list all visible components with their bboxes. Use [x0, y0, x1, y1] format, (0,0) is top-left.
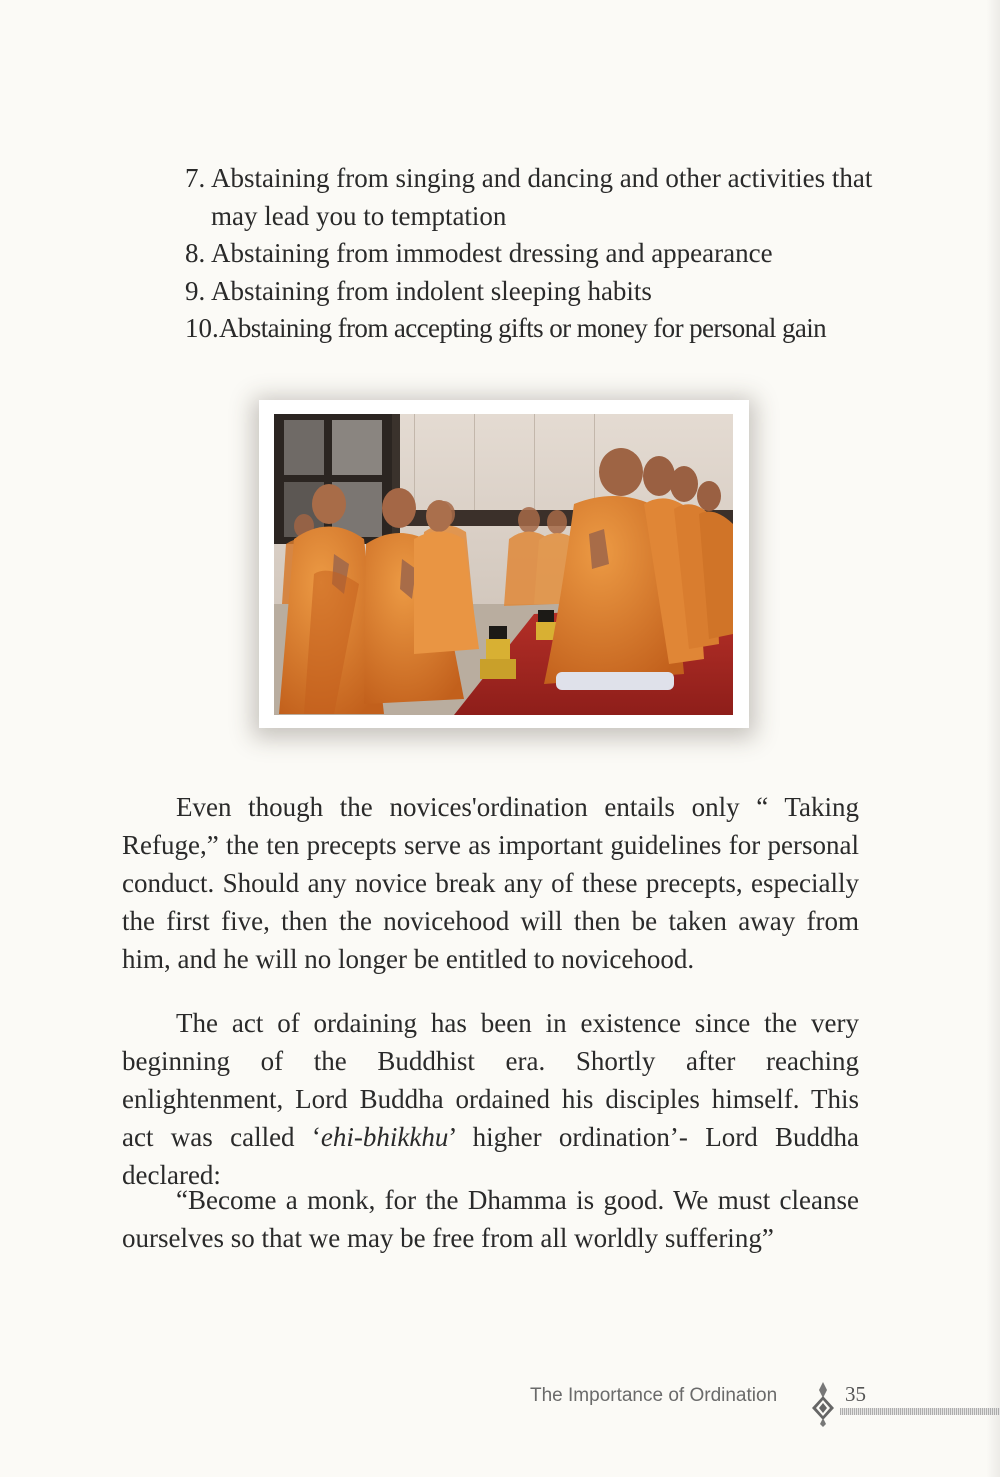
precept-item — [185, 160, 885, 235]
paragraph-taking-refuge — [122, 788, 859, 978]
diamond-ornament-icon — [810, 1380, 836, 1428]
precept-text: Abstaining from immodest dressing and appearance — [211, 238, 773, 268]
running-footer-title: The Importance of Ordination — [530, 1385, 778, 1406]
precept-item — [185, 235, 885, 273]
page-number: 35 — [845, 1382, 866, 1406]
ordination-photo — [259, 400, 749, 728]
paragraph-text-start: The act of ordaining has been in existence since the very beginning of the Buddhist era. Shortly after reaching enlightenment, Lord Buddha ordained his disciples himself. This act was called ‘ — [122, 1008, 859, 1152]
precept-number: 10. — [185, 313, 219, 343]
precept-number: 7. — [185, 163, 206, 193]
quote-text: “Become a monk, for the Dhamma is good. We must cleanse ourselves so that we may be free from all worldly suffering” — [122, 1185, 859, 1253]
paragraph-text-end: ’ higher ordination’- Lord Buddha declared: — [122, 1122, 860, 1190]
monks-photo-icon — [274, 414, 733, 715]
footer-rule — [840, 1408, 1000, 1415]
precept-number: 8. — [185, 238, 206, 268]
precept-list — [185, 160, 885, 348]
ehi-bhikkhu-term: ehi-bhikkhu — [320, 1122, 449, 1152]
precept-text: Abstaining from accepting gifts or money for personal gain — [219, 313, 827, 343]
paragraph-text: Even though the novices'ordination entails only “ Taking Refuge,” the ten precepts serve as important guidelines for personal conduct. Should any novice break any of these precepts, especially the first five, then the novicehood will then be taken away from him, and he will no longer be entitled to novicehood. — [122, 792, 859, 974]
paragraph-act-of-ordaining — [122, 1004, 859, 1194]
page-edge-shadow — [986, 0, 1000, 1477]
precept-item — [185, 273, 885, 311]
precept-number: 9. — [185, 275, 206, 306]
buddha-quote — [122, 1181, 859, 1257]
precept-item — [185, 310, 885, 348]
precept-text: Abstaining from singing and dancing and other activities that may lead you to temptation — [211, 163, 873, 231]
precept-text: Abstaining from indolent sleeping habits — [211, 275, 652, 306]
